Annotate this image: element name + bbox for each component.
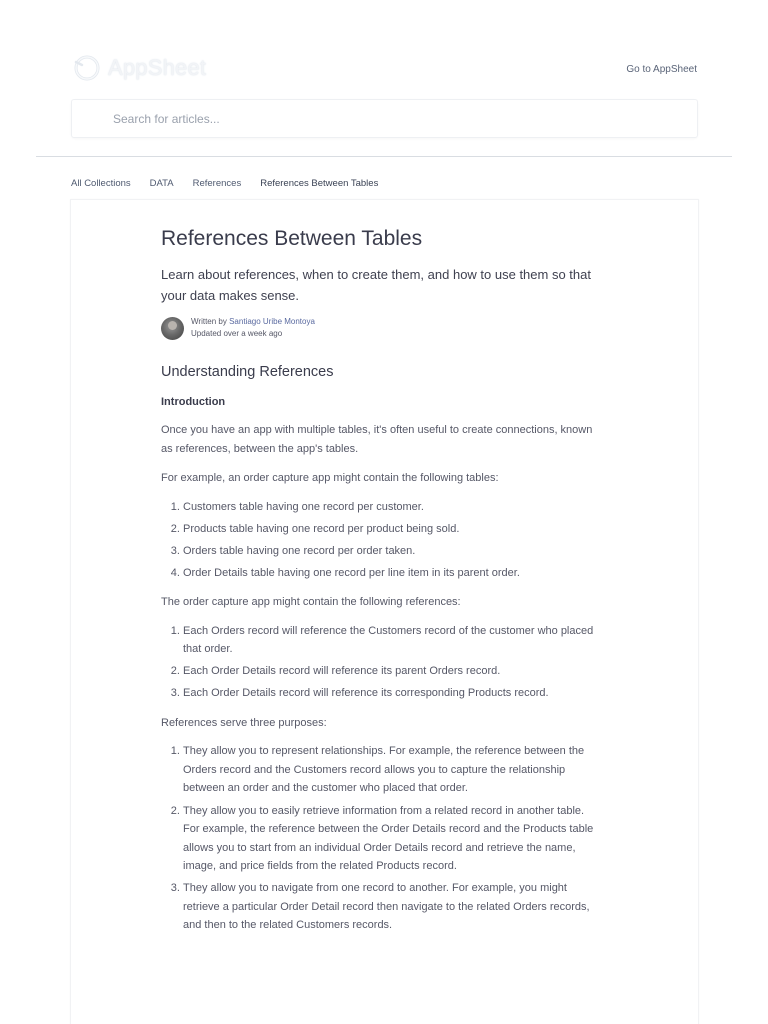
author-meta	[191, 316, 315, 340]
article-content	[161, 224, 601, 938]
list-item: 4. Order Details table having one record per line item in its parent order.	[183, 564, 601, 583]
breadcrumb	[71, 178, 378, 189]
list-item: 3. Orders table having one record per order taken.	[183, 542, 601, 561]
author-name[interactable]: Santiago Uribe Montoya	[229, 317, 315, 326]
updated-label: Updated over a week ago	[191, 329, 283, 338]
paragraph-3: The order capture app might contain the following references:	[161, 596, 461, 609]
written-by-label: Written by	[191, 317, 230, 326]
references-list	[161, 622, 601, 703]
breadcrumb-all-collections[interactable]: All Collections	[71, 178, 131, 189]
written-by-line	[191, 316, 315, 328]
article-title: References Between Tables	[161, 227, 423, 250]
breadcrumb-data[interactable]: DATA	[149, 178, 174, 189]
list-item: 2. They allow you to easily retrieve information from a related record in another table. For example, the reference between the Order Details record and the Products table allows you to start from an individual Order Details record and retrieve the name, image, and price fields from the related Products record.	[183, 802, 601, 876]
logo-text: AppSheet	[108, 55, 207, 80]
paragraph-2: For example, an order capture app might contain the following tables:	[161, 472, 499, 484]
author-avatar	[161, 317, 184, 340]
list-item: 3. Each Order Details record will reference its corresponding Products record.	[183, 684, 601, 703]
breadcrumb-references[interactable]: References	[192, 178, 242, 189]
paragraph-1: Once you have an app with multiple tables, it's often useful to create connections, known as references, between the app's tables.	[161, 424, 593, 455]
site-header	[0, 0, 768, 157]
header-divider	[36, 156, 732, 157]
go-to-appsheet-link[interactable]: Go to AppSheet	[626, 64, 697, 75]
list-item: 1. They allow you to represent relationships. For example, the reference between the Orders record and the Customers record allows you to capture the relationship between an order and the customer who placed that order.	[183, 742, 601, 798]
list-item: 1. Each Orders record will reference the Customers record of the customer who placed that order.	[183, 622, 601, 659]
list-item: 2. Products table having one record per product being sold.	[183, 520, 601, 539]
appsheet-logo-icon	[72, 53, 102, 83]
list-item: 2. Each Order Details record will reference its parent Orders record.	[183, 662, 601, 681]
list-item: 1. Customers table having one record per customer.	[183, 498, 601, 517]
search-box[interactable]	[71, 99, 698, 138]
author-info	[161, 316, 601, 340]
list-item: 3. They allow you to navigate from one record to another. For example, you might retrieve a particular Order Detail record then navigate to the related Orders records, and then to the related Customers records.	[183, 879, 601, 935]
tables-list	[161, 498, 601, 583]
appsheet-logo[interactable]	[72, 52, 206, 84]
paragraph-4: References serve three purposes:	[161, 716, 327, 729]
subsection-title: Introduction	[161, 396, 226, 408]
search-input[interactable]	[72, 100, 697, 137]
article-lead: Learn about references, when to create them, and how to use them so that your data makes sense.	[161, 267, 591, 303]
breadcrumb-current: References Between Tables	[260, 178, 379, 189]
section-title: Understanding References	[161, 364, 334, 380]
purposes-list	[161, 742, 601, 934]
